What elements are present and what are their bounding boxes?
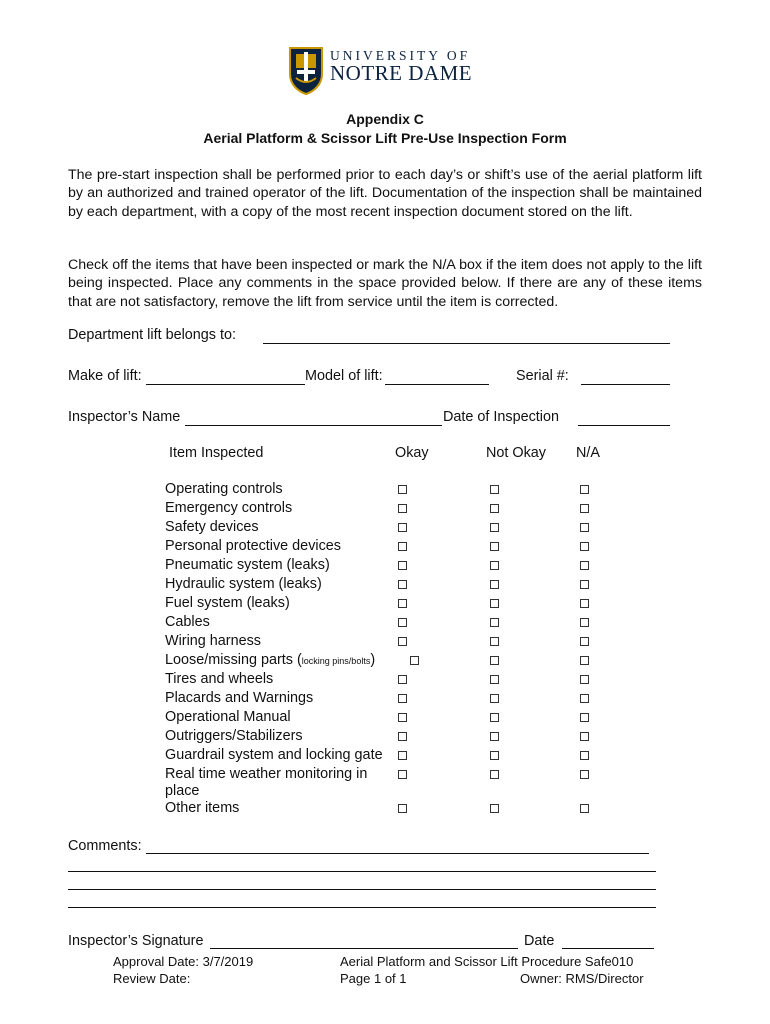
checkbox-okay[interactable] bbox=[398, 485, 407, 494]
item-loose-missing-parts-close: ) bbox=[370, 652, 376, 668]
checkbox-na[interactable] bbox=[580, 694, 589, 703]
checkbox-not-okay[interactable] bbox=[490, 561, 499, 570]
checkbox-okay[interactable] bbox=[398, 580, 407, 589]
item-operating-controls: Operating controls bbox=[165, 481, 283, 497]
header-not-okay: Not Okay bbox=[486, 445, 546, 461]
checkbox-okay[interactable] bbox=[398, 561, 407, 570]
checkbox-na[interactable] bbox=[580, 504, 589, 513]
signature-input-line[interactable] bbox=[210, 948, 518, 949]
inspector-name-input-line[interactable] bbox=[185, 425, 442, 426]
model-label: Model of lift: bbox=[305, 368, 383, 384]
serial-input-line[interactable] bbox=[581, 384, 670, 385]
item-cables: Cables bbox=[165, 614, 210, 630]
approval-date: Approval Date: 3/7/2019 bbox=[113, 954, 254, 969]
comments-line-3[interactable] bbox=[68, 889, 656, 890]
item-pneumatic-system: Pneumatic system (leaks) bbox=[165, 557, 330, 573]
item-other-items: Other items bbox=[165, 800, 240, 816]
checkbox-okay[interactable] bbox=[398, 618, 407, 627]
checkbox-okay[interactable] bbox=[410, 656, 419, 665]
logo-text-university: UNIVERSITY OF bbox=[330, 48, 471, 63]
checkbox-okay[interactable] bbox=[398, 637, 407, 646]
checkbox-not-okay[interactable] bbox=[490, 485, 499, 494]
date-of-inspection-label: Date of Inspection bbox=[443, 409, 559, 425]
item-placards-and-warnings: Placards and Warnings bbox=[165, 690, 314, 706]
comments-label: Comments: bbox=[68, 838, 142, 854]
checkbox-na[interactable] bbox=[580, 732, 589, 741]
item-hydraulic-system: Hydraulic system (leaks) bbox=[165, 576, 322, 592]
checkbox-na[interactable] bbox=[580, 561, 589, 570]
page-number: Page 1 of 1 bbox=[340, 971, 407, 986]
checkbox-not-okay[interactable] bbox=[490, 542, 499, 551]
item-operational-manual: Operational Manual bbox=[165, 709, 291, 725]
checkbox-okay[interactable] bbox=[398, 694, 407, 703]
checkbox-na[interactable] bbox=[580, 770, 589, 779]
checkbox-na[interactable] bbox=[580, 485, 589, 494]
procedure-name: Aerial Platform and Scissor Lift Procedure Safe010 bbox=[340, 954, 634, 969]
checkbox-okay[interactable] bbox=[398, 751, 407, 760]
checkbox-na[interactable] bbox=[580, 523, 589, 532]
checkbox-na[interactable] bbox=[580, 713, 589, 722]
item-tires-and-wheels: Tires and wheels bbox=[165, 671, 274, 687]
checkbox-okay[interactable] bbox=[398, 542, 407, 551]
form-title: Aerial Platform & Scissor Lift Pre-Use Inspection Form bbox=[203, 130, 567, 146]
checkbox-okay[interactable] bbox=[398, 732, 407, 741]
item-weather-monitoring-line2: place bbox=[165, 783, 200, 799]
appendix-label: Appendix C bbox=[346, 111, 424, 127]
shield-icon bbox=[288, 46, 324, 96]
department-input-line[interactable] bbox=[263, 343, 670, 344]
item-emergency-controls: Emergency controls bbox=[165, 500, 293, 516]
item-fuel-system: Fuel system (leaks) bbox=[165, 595, 290, 611]
item-safety-devices: Safety devices bbox=[165, 519, 259, 535]
signature-label: Inspector’s Signature bbox=[68, 933, 204, 949]
checkbox-not-okay[interactable] bbox=[490, 523, 499, 532]
item-loose-missing-parts-detail: locking pins/bolts bbox=[301, 656, 371, 666]
checkbox-not-okay[interactable] bbox=[490, 694, 499, 703]
checkbox-not-okay[interactable] bbox=[490, 618, 499, 627]
checkbox-not-okay[interactable] bbox=[490, 732, 499, 741]
checkbox-not-okay[interactable] bbox=[490, 770, 499, 779]
checkbox-not-okay[interactable] bbox=[490, 637, 499, 646]
review-date: Review Date: bbox=[113, 971, 191, 986]
item-wiring-harness: Wiring harness bbox=[165, 633, 261, 649]
checkbox-not-okay[interactable] bbox=[490, 656, 499, 665]
item-personal-protective-devices: Personal protective devices bbox=[165, 538, 341, 554]
item-loose-missing-parts bbox=[165, 652, 375, 668]
checkbox-not-okay[interactable] bbox=[490, 713, 499, 722]
item-weather-monitoring-line1: Real time weather monitoring in bbox=[165, 766, 368, 782]
university-logo bbox=[286, 46, 486, 98]
checkbox-not-okay[interactable] bbox=[490, 751, 499, 760]
item-guardrail-system: Guardrail system and locking gate bbox=[165, 747, 383, 763]
checkbox-okay[interactable] bbox=[398, 675, 407, 684]
checkbox-na[interactable] bbox=[580, 599, 589, 608]
header-okay: Okay bbox=[395, 445, 429, 461]
checkbox-not-okay[interactable] bbox=[490, 580, 499, 589]
checkbox-okay[interactable] bbox=[398, 770, 407, 779]
serial-label: Serial #: bbox=[516, 368, 569, 384]
item-outriggers-stabilizers: Outriggers/Stabilizers bbox=[165, 728, 303, 744]
checkbox-na[interactable] bbox=[580, 656, 589, 665]
owner: Owner: RMS/Director bbox=[520, 971, 644, 986]
intro-paragraph-2: Check off the items that have been inspected or mark the N/A box if the item does not apply to the lift being inspected. Place any comments in the space provided below. If there are any of these items that are not satisfactory, remove the lift from service until the item is corrected. bbox=[68, 257, 702, 310]
checkbox-not-okay[interactable] bbox=[490, 675, 499, 684]
comments-line-2[interactable] bbox=[68, 871, 656, 872]
date-of-inspection-input-line[interactable] bbox=[578, 425, 670, 426]
header-item-inspected: Item Inspected bbox=[169, 445, 264, 461]
checkbox-na[interactable] bbox=[580, 675, 589, 684]
logo-text-notre-dame: NOTRE DAME bbox=[330, 61, 473, 85]
checkbox-okay[interactable] bbox=[398, 713, 407, 722]
comments-line-1[interactable] bbox=[146, 853, 649, 854]
item-loose-missing-parts-main: Loose/missing parts ( bbox=[165, 652, 302, 668]
checkbox-not-okay[interactable] bbox=[490, 599, 499, 608]
make-input-line[interactable] bbox=[146, 384, 305, 385]
checkbox-okay[interactable] bbox=[398, 504, 407, 513]
checkbox-okay[interactable] bbox=[398, 523, 407, 532]
checkbox-not-okay[interactable] bbox=[490, 504, 499, 513]
checkbox-na[interactable] bbox=[580, 637, 589, 646]
make-label: Make of lift: bbox=[68, 368, 142, 384]
checkbox-na[interactable] bbox=[580, 580, 589, 589]
checkbox-na[interactable] bbox=[580, 804, 589, 813]
checkbox-na[interactable] bbox=[580, 618, 589, 627]
comments-line-4[interactable] bbox=[68, 907, 656, 908]
signature-date-label: Date bbox=[524, 933, 555, 949]
header-na: N/A bbox=[576, 445, 600, 461]
inspector-name-label: Inspector’s Name bbox=[68, 409, 181, 425]
department-label: Department lift belongs to: bbox=[68, 327, 236, 343]
checkbox-okay[interactable] bbox=[398, 599, 407, 608]
checkbox-na[interactable] bbox=[580, 542, 589, 551]
intro-paragraph-1: The pre-start inspection shall be performed prior to each day’s or shift’s use of the aerial platform lift by an authorized and trained operator of the lift. Documentation of the inspection shall be maintained by each department, with a copy of the most recent inspection document stored on the lift. bbox=[68, 167, 702, 220]
signature-date-input-line[interactable] bbox=[562, 948, 654, 949]
checkbox-not-okay[interactable] bbox=[490, 804, 499, 813]
checkbox-na[interactable] bbox=[580, 751, 589, 760]
checkbox-okay[interactable] bbox=[398, 804, 407, 813]
model-input-line[interactable] bbox=[385, 384, 489, 385]
